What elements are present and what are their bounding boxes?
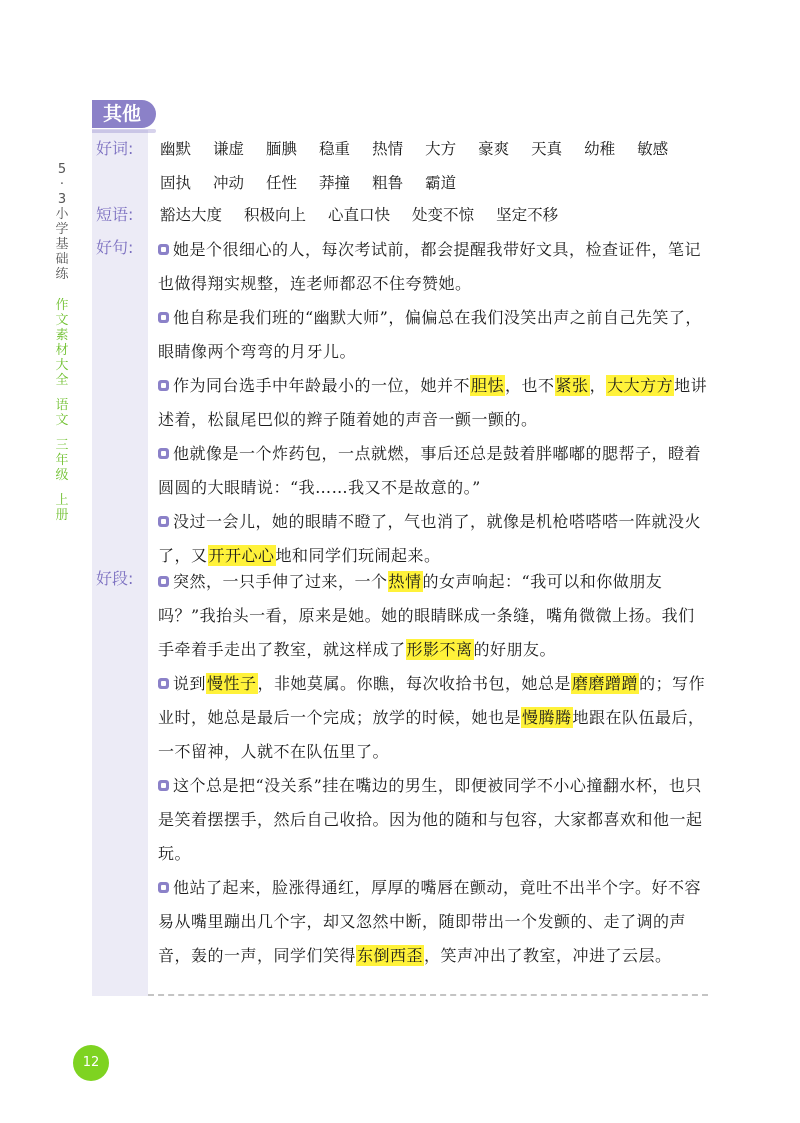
book-char: 作	[55, 298, 69, 313]
highlighted-word: 东倒西歪	[357, 946, 424, 965]
series-char: 练	[55, 267, 69, 282]
bullet-icon	[158, 380, 169, 391]
series-char: 3	[57, 192, 67, 207]
bullet-icon	[158, 516, 169, 527]
book-char: 级	[55, 468, 69, 483]
word-item: 任性	[266, 174, 298, 192]
book-char: 材	[55, 343, 69, 358]
text-run: 地讲述着，松鼠尾巴似的辫子随着她的声音一颤一颤的。	[158, 376, 708, 429]
word-item: 谦虚	[213, 140, 245, 158]
sentence-item	[158, 301, 710, 369]
book-char	[52, 428, 72, 438]
highlighted-word: 紧张	[555, 376, 589, 395]
bullet-icon	[158, 780, 169, 791]
highlighted-word: 慢性子	[207, 674, 257, 693]
bullet-icon	[158, 244, 169, 255]
text-run: 地和同学们玩闹起来。	[275, 546, 441, 565]
book-char: 三	[55, 438, 69, 453]
word-item: 豪爽	[478, 140, 510, 158]
word-item: 霸道	[425, 174, 457, 192]
book-char: 上	[55, 493, 69, 508]
highlighted-word: 开开心心	[208, 546, 275, 565]
paragraphs-block	[158, 565, 710, 973]
bullet-icon	[158, 678, 169, 689]
highlighted-word: 形影不离	[406, 640, 473, 659]
label-words: 好词:	[96, 139, 134, 158]
word-item: 豁达大度	[160, 206, 223, 224]
word-item: 粗鲁	[372, 174, 404, 192]
page-number: 12	[73, 1045, 109, 1081]
highlighted-word: 胆怯	[471, 376, 505, 395]
text-run: 的女声响起：“我可以和你做朋友吗？”我抬头一看，原来是她。她的眼睛眯成一条缝，嘴角微微上扬。我们手牵着手走出了教室，就这样成了	[158, 572, 695, 659]
series-title	[52, 162, 72, 282]
paragraph-item	[158, 667, 710, 769]
word-item: 处变不惊	[412, 206, 475, 224]
words-row-2	[160, 171, 478, 195]
text-run: 这个总是把“没关系”挂在嘴边的男生，即便被同学不小心撞翻水杯，也只是笑着摆摆手，然后自己收拾。因为他的随和与包容，大家都喜欢和他一起玩。	[158, 776, 703, 863]
paragraph-item	[158, 871, 710, 973]
bottom-dashed-divider	[148, 994, 708, 996]
word-item: 冲动	[213, 174, 245, 192]
phrases-row	[160, 203, 580, 227]
book-char: 册	[55, 508, 69, 523]
series-char: 5	[57, 162, 67, 177]
book-char: 全	[55, 373, 69, 388]
sentences-block	[158, 233, 710, 573]
sentence-item	[158, 437, 710, 505]
bullet-icon	[158, 312, 169, 323]
text-run: 她是个很细心的人，每次考试前，都会提醒我带好文具，检查证件，笔记也做得翔实规整，连老师都忍不住夸赞她。	[158, 240, 702, 293]
word-item: 腼腆	[266, 140, 298, 158]
book-char: 文	[55, 313, 69, 328]
paragraph-item	[158, 565, 710, 667]
book-char: 大	[55, 358, 69, 373]
label-paragraphs: 好段:	[96, 569, 134, 588]
text-run: 的好朋友。	[473, 640, 557, 659]
sentence-item	[158, 233, 710, 301]
sentence-item	[158, 505, 710, 573]
text-run: 他自称是我们班的“幽默大师”，偏偏总在我们没笑出声之前自己先笑了，眼睛像两个弯弯的月牙儿。	[158, 308, 702, 361]
word-item: 幼稚	[584, 140, 616, 158]
word-item: 心直口快	[328, 206, 391, 224]
series-char: 础	[55, 252, 69, 267]
book-char	[52, 483, 72, 493]
text-run: ，笑声冲出了教室，冲进了云层。	[424, 946, 672, 965]
book-char: 文	[55, 413, 69, 428]
word-item: 天真	[531, 140, 563, 158]
word-item: 稳重	[319, 140, 351, 158]
label-sentences: 好句:	[96, 238, 134, 257]
text-run: 突然，一只手伸了过来，一个	[173, 572, 388, 591]
text-run: 他站了起来，脸涨得通红，厚厚的嘴唇在颤动，竟吐不出半个字。好不容易从嘴里蹦出几个字，却又忽然中断，随即带出一个发颤的、走了调的声音，轰的一声，同学们笑得	[158, 878, 702, 965]
bullet-icon	[158, 448, 169, 459]
word-item: 幽默	[160, 140, 192, 158]
word-item: 坚定不移	[496, 206, 559, 224]
text-run: ，非她莫属。你瞧，每次收拾书包，她总是	[257, 674, 572, 693]
side-margin-text	[52, 162, 72, 523]
word-item: 固执	[160, 174, 192, 192]
text-run: 地跟在队伍最后，一不留神，人就不在队伍里了。	[158, 708, 705, 761]
series-char: 小	[55, 207, 69, 222]
paragraph-item	[158, 769, 710, 871]
book-char: 年	[55, 453, 69, 468]
bullet-icon	[158, 576, 169, 587]
book-char: 语	[55, 398, 69, 413]
text-run: 他就像是一个炸药包，一点就燃，事后还总是鼓着胖嘟嘟的腮帮子，瞪着圆圆的大眼睛说：“我……我又不是故意的。”	[158, 444, 702, 497]
text-run: 的；写作业时，她总是最后一个完成；放学的时候，她也是	[158, 674, 706, 727]
text-run: 没过一会儿，她的眼睛不瞪了，气也消了，就像是机枪嗒嗒嗒一阵就没火了，又	[158, 512, 702, 565]
series-char: 基	[55, 237, 69, 252]
section-title: 其他	[92, 100, 156, 128]
highlighted-word: 大大方方	[607, 376, 674, 395]
word-item: 大方	[425, 140, 457, 158]
highlighted-word: 磨磨蹭蹭	[572, 674, 639, 693]
word-item: 热情	[372, 140, 404, 158]
bullet-icon	[158, 882, 169, 893]
word-item: 莽撞	[319, 174, 351, 192]
book-char: 素	[55, 328, 69, 343]
series-char: 学	[55, 222, 69, 237]
text-run: ，也不	[505, 376, 555, 395]
book-char	[52, 388, 72, 398]
series-char: ·	[59, 177, 65, 192]
word-item: 积极向上	[244, 206, 307, 224]
label-phrases: 短语:	[96, 205, 134, 224]
highlighted-word: 慢腾腾	[522, 708, 572, 727]
text-run: 作为同台选手中年龄最小的一位，她并不	[173, 376, 471, 395]
words-row-1	[160, 137, 690, 161]
sentence-item	[158, 369, 710, 437]
text-run: ，	[589, 376, 607, 395]
book-title	[52, 298, 72, 523]
text-run: 说到	[173, 674, 207, 693]
word-item: 敏感	[637, 140, 669, 158]
highlighted-word: 热情	[388, 572, 422, 591]
